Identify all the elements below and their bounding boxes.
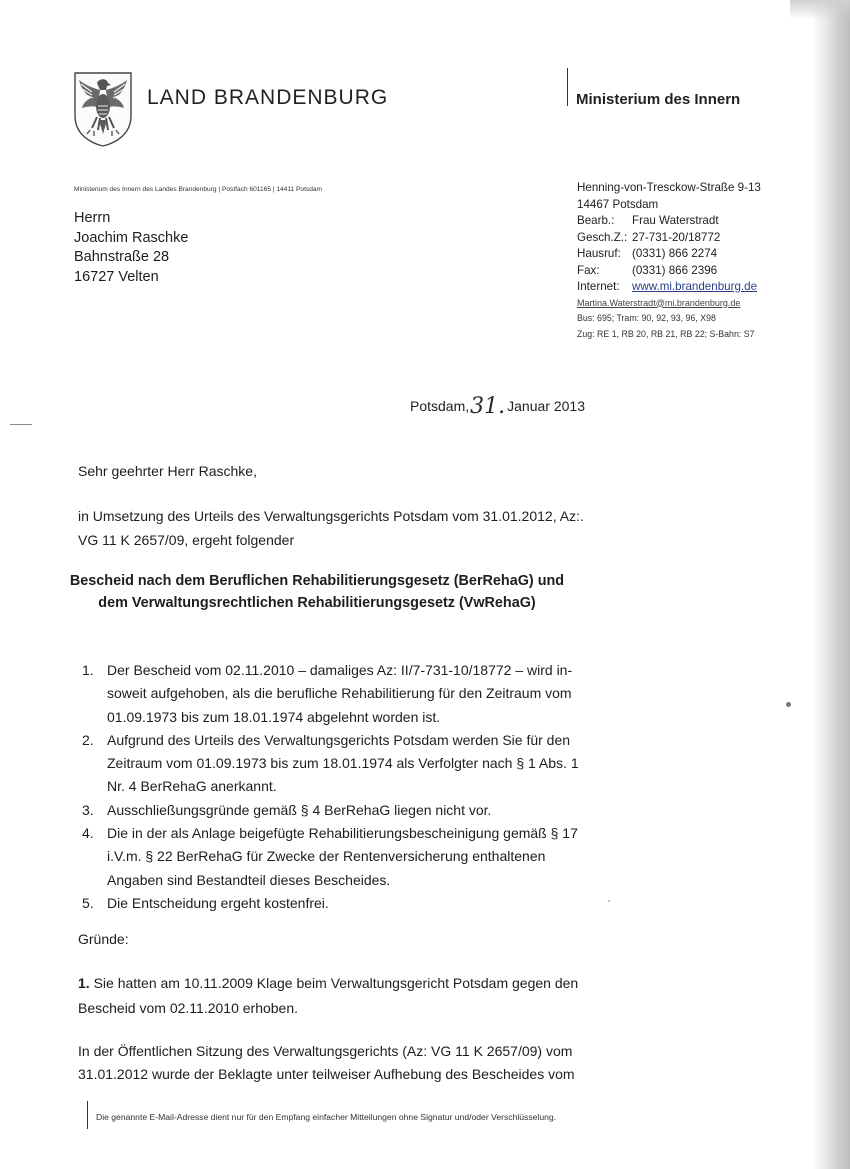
contact-phone-label: Hausruf:: [577, 247, 621, 260]
item-number: 5.: [82, 894, 94, 911]
ministry-name: Ministerium des Innern: [576, 91, 741, 108]
recipient-address: [74, 209, 188, 287]
item-line: Aufgrund des Urteils des Verwaltungsgerichts Potsdam werden Sie für den: [107, 731, 571, 748]
website-link[interactable]: www.mi.brandenburg.de: [632, 280, 758, 293]
reasons-label: Gründe:: [78, 931, 129, 947]
reasons-paragraph-2: [78, 1040, 575, 1086]
heading-line: Bescheid nach dem Beruflichen Rehabilitierungsgesetz (BerRehaG) und: [69, 573, 565, 589]
paragraph-line: Bescheid vom 02.11.2010 erhoben.: [78, 1000, 299, 1016]
contact-file-label: Gesch.Z.:: [577, 230, 628, 244]
contact-internet-row: [577, 279, 761, 296]
scan-speck: [786, 702, 791, 707]
contact-phone-value: (0331) 866 2274: [632, 247, 718, 260]
intro-line: in Umsetzung des Urteils des Verwaltungsgerichts Potsdam vom 31.01.2012, Az:.: [78, 508, 584, 524]
item-number: 3.: [82, 801, 94, 818]
contact-block: [577, 180, 761, 343]
contact-internet-label: Internet:: [577, 280, 620, 293]
list-item: [82, 799, 602, 822]
item-number: 4.: [82, 825, 94, 842]
list-item: [82, 659, 602, 729]
item-line: i.V.m. § 22 BerRehaG für Zwecke der Rentenversicherung enthaltenen: [107, 848, 546, 865]
contact-clerk-row: [577, 213, 761, 230]
transit-train: Zug: RE 1, RB 20, RB 21, RB 22; S-Bahn: S7: [577, 329, 755, 339]
brandenburg-eagle-crest: [72, 70, 134, 148]
contact-fax-row: [577, 263, 761, 280]
paragraph-line: Sie hatten am 10.11.2009 Klage beim Verwaltungsgericht Potsdam gegen den: [89, 975, 579, 991]
item-line: Nr. 4 BerRehaG anerkannt.: [107, 778, 277, 795]
recipient-salutation: Herrn: [74, 210, 111, 226]
email-link[interactable]: Martina.Waterstradt@mi.brandenburg.de: [577, 297, 741, 308]
ministry-divider: [567, 68, 568, 106]
recipient-name: Joachim Raschke: [74, 229, 189, 246]
contact-clerk-label: Bearb.:: [577, 214, 615, 227]
contact-file-row: [577, 230, 761, 247]
list-item: [82, 729, 602, 799]
contact-city: 14467 Potsdam: [577, 197, 659, 211]
contact-fax-label: Fax:: [577, 263, 600, 277]
handwritten-day: 31.: [470, 394, 506, 419]
letter-greeting: Sehr geehrter Herr Raschke,: [78, 463, 257, 479]
heading-line: dem Verwaltungsrechtlichen Rehabilitierungsgesetz (VwRehaG): [98, 595, 536, 611]
paragraph-number: 1.: [78, 975, 90, 991]
item-line: soweit aufgehoben, als die berufliche Rehabilitierung für den Zeitraum vom: [107, 685, 572, 702]
decision-list: [82, 659, 602, 915]
footer-note: Die genannte E-Mail-Adresse dient nur für den Empfang einfacher Mitteilungen ohne Signatur und/oder Verschlüsselung.: [96, 1112, 557, 1122]
contact-phone-row: [577, 246, 761, 263]
item-line: Die in der als Anlage beigefügte Rehabilitierungsbescheinigung gemäß § 17: [107, 825, 578, 842]
recipient-street: Bahnstraße 28: [74, 249, 170, 265]
intro-paragraph: [78, 504, 584, 552]
transit-bus: Bus: 695; Tram: 90, 92, 93, 96, X98: [577, 312, 716, 323]
sender-return-line: Ministerium des Innern des Landes Brandenburg | Postfach 601165 | 14411 Potsdam: [74, 186, 323, 193]
item-number: 1.: [82, 662, 94, 678]
date-month-year: Januar 2013: [507, 398, 585, 414]
fold-mark: [10, 424, 32, 425]
item-line: Angaben sind Bestandteil dieses Bescheides.: [107, 871, 391, 888]
item-line: Die Entscheidung ergeht kostenfrei.: [107, 894, 329, 911]
contact-fax-value: (0331) 866 2396: [632, 263, 718, 277]
paragraph-line: 31.01.2012 wurde der Beklagte unter teilweiser Aufhebung des Bescheides vom: [78, 1066, 575, 1082]
recipient-city: 16727 Velten: [74, 268, 159, 285]
list-item: [82, 892, 602, 915]
item-line: Der Bescheid vom 02.11.2010 – damaliges Az: II/7-731-10/18772 – wird in-: [107, 662, 573, 678]
state-name: LAND BRANDENBURG: [147, 86, 389, 109]
scan-shadow-edge: [812, 0, 850, 1169]
item-line: 01.09.1973 bis zum 18.01.1974 abgelehnt worden ist.: [107, 708, 441, 725]
scan-shadow-top: [790, 0, 850, 20]
item-number: 2.: [82, 731, 94, 748]
paragraph-line: In der Öffentlichen Sitzung des Verwaltungsgerichts (Az: VG 11 K 2657/09) vom: [78, 1043, 573, 1059]
contact-clerk-value: Frau Waterstradt: [632, 214, 719, 227]
item-line: Ausschließungsgründe gemäß § 4 BerRehaG liegen nicht vor.: [107, 801, 492, 818]
date-place: Potsdam,: [410, 398, 470, 414]
footer-divider: [87, 1101, 88, 1129]
decision-heading: [0, 570, 634, 614]
scan-speck: [608, 900, 610, 902]
intro-line: VG 11 K 2657/09, ergeht folgender: [78, 532, 295, 548]
item-line: Zeitraum vom 01.09.1973 bis zum 18.01.1974 als Verfolgter nach § 1 Abs. 1: [107, 755, 579, 772]
date-line: [410, 394, 585, 419]
eagle-crest-icon: [72, 70, 134, 148]
list-item: [82, 822, 602, 892]
contact-file-value: 27-731-20/18772: [632, 230, 721, 244]
reasons-paragraph-1: [78, 971, 578, 1021]
contact-street: Henning-von-Tresckow-Straße 9-13: [577, 181, 761, 194]
